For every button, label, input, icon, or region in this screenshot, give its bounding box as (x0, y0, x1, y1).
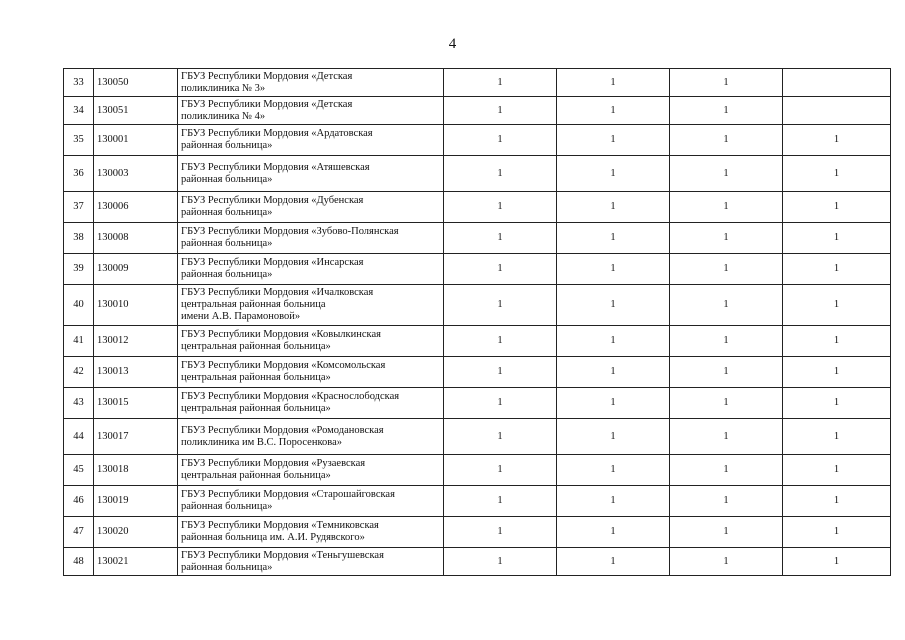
indicator-cell-2: 1 (557, 388, 670, 419)
indicator-cell-1: 1 (444, 357, 557, 388)
indicator-cell-2: 1 (557, 419, 670, 455)
organization-code: 130020 (94, 517, 178, 548)
indicator-cell-1: 1 (444, 285, 557, 326)
organization-name (178, 517, 444, 548)
organization-name (178, 254, 444, 285)
indicator-cell-3: 1 (670, 326, 783, 357)
indicator-cell-4: 1 (783, 125, 891, 156)
page-number: 4 (448, 36, 457, 52)
organization-name-line: центральная районная больница» (181, 341, 331, 352)
organization-code: 130015 (94, 388, 178, 419)
row-number: 48 (64, 548, 94, 576)
organization-name-line: ГБУЗ Республики Мордовия «Комсомольская (181, 360, 386, 371)
indicator-cell-1: 1 (444, 125, 557, 156)
table-row (64, 192, 891, 223)
organization-name-line: имени А.В. Парамоновой» (181, 311, 301, 322)
organization-code: 130010 (94, 285, 178, 326)
row-number: 36 (64, 156, 94, 192)
organization-name (178, 548, 444, 576)
indicator-cell-2: 1 (557, 223, 670, 254)
indicator-cell-3: 1 (670, 455, 783, 486)
organization-name-line: центральная районная больница» (181, 372, 331, 383)
indicator-cell-1: 1 (444, 548, 557, 576)
indicator-cell-4: 1 (783, 254, 891, 285)
indicator-cell-1: 1 (444, 223, 557, 254)
indicator-cell-1: 1 (444, 254, 557, 285)
indicator-cell-2: 1 (557, 285, 670, 326)
organization-code: 130003 (94, 156, 178, 192)
indicator-cell-4: 1 (783, 357, 891, 388)
indicator-cell-3: 1 (670, 69, 783, 97)
indicator-cell-2: 1 (557, 192, 670, 223)
indicator-cell-2: 1 (557, 97, 670, 125)
organization-name-line: поликлиника № 3» (181, 82, 266, 94)
table-row (64, 326, 891, 357)
organization-name-line: центральная районная больница» (181, 403, 331, 414)
organization-name-line: ГБУЗ Республики Мордовия «Ичалковская (181, 287, 374, 298)
indicator-cell-3: 1 (670, 156, 783, 192)
organization-name-line: ГБУЗ Республики Мордовия «Инсарская (181, 257, 364, 268)
indicator-cell-3: 1 (670, 97, 783, 125)
organization-code: 130021 (94, 548, 178, 576)
organization-name (178, 97, 444, 125)
row-number: 44 (64, 419, 94, 455)
organization-name-line: поликлиника № 4» (181, 110, 266, 122)
indicator-cell-1: 1 (444, 388, 557, 419)
organization-name-line: ГБУЗ Республики Мордовия «Ромодановская (181, 424, 384, 436)
organization-name (178, 388, 444, 419)
organization-code: 130012 (94, 326, 178, 357)
indicator-cell-2: 1 (557, 125, 670, 156)
organization-name-line: районная больница им. А.И. Рудявского» (181, 532, 365, 543)
organization-name-line: районная больница» (181, 173, 273, 185)
table-row (64, 548, 891, 576)
indicator-cell-2: 1 (557, 357, 670, 388)
organization-name (178, 223, 444, 254)
table-row (64, 223, 891, 254)
indicator-cell-3: 1 (670, 548, 783, 576)
row-number: 39 (64, 254, 94, 285)
indicator-cell-2: 1 (557, 455, 670, 486)
organization-name (178, 486, 444, 517)
indicator-cell-3: 1 (670, 388, 783, 419)
indicator-cell-1: 1 (444, 192, 557, 223)
organization-name (178, 326, 444, 357)
organization-name-line: ГБУЗ Республики Мордовия «Детская (181, 70, 353, 82)
organization-name (178, 285, 444, 326)
organization-name-line: поликлиника им В.С. Поросенкова» (181, 436, 342, 448)
indicator-cell-4: 1 (783, 517, 891, 548)
indicator-cell-1: 1 (444, 97, 557, 125)
indicator-cell-3: 1 (670, 254, 783, 285)
table-row (64, 455, 891, 486)
indicator-cell-2: 1 (557, 326, 670, 357)
indicator-cell-2: 1 (557, 517, 670, 548)
indicator-cell-1: 1 (444, 419, 557, 455)
organization-code: 130006 (94, 192, 178, 223)
hospital-table (63, 68, 891, 576)
organization-code: 130009 (94, 254, 178, 285)
indicator-cell-1: 1 (444, 455, 557, 486)
organization-name-line: центральная районная больница (181, 299, 326, 310)
indicator-cell-3: 1 (670, 357, 783, 388)
organization-name-line: ГБУЗ Республики Мордовия «Краснослободская (181, 391, 400, 402)
organization-name-line: районная больница» (181, 561, 273, 573)
organization-name-line: ГБУЗ Республики Мордовия «Ардатовская (181, 128, 373, 139)
organization-code: 130008 (94, 223, 178, 254)
organization-code: 130018 (94, 455, 178, 486)
organization-name-line: районная больница» (181, 207, 273, 218)
indicator-cell-1: 1 (444, 486, 557, 517)
indicator-cell-4 (783, 69, 891, 97)
row-number: 42 (64, 357, 94, 388)
indicator-cell-3: 1 (670, 517, 783, 548)
row-number: 37 (64, 192, 94, 223)
organization-name (178, 156, 444, 192)
indicator-cell-1: 1 (444, 326, 557, 357)
indicator-cell-4: 1 (783, 388, 891, 419)
indicator-cell-3: 1 (670, 125, 783, 156)
row-number: 38 (64, 223, 94, 254)
indicator-cell-3: 1 (670, 486, 783, 517)
organization-name-line: районная больница» (181, 269, 273, 280)
table-row (64, 419, 891, 455)
indicator-cell-2: 1 (557, 254, 670, 285)
table-row (64, 156, 891, 192)
organization-name-line: ГБУЗ Республики Мордовия «Теньгушевская (181, 549, 384, 561)
organization-name-line: ГБУЗ Республики Мордовия «Темниковская (181, 520, 379, 531)
organization-code: 130019 (94, 486, 178, 517)
table-row (64, 285, 891, 326)
organization-name-line: центральная районная больница» (181, 470, 331, 481)
table-row (64, 388, 891, 419)
indicator-cell-4: 1 (783, 326, 891, 357)
organization-name-line: ГБУЗ Республики Мордовия «Детская (181, 98, 353, 110)
organization-name-line: ГБУЗ Республики Мордовия «Рузаевская (181, 458, 366, 469)
indicator-cell-3: 1 (670, 419, 783, 455)
row-number: 35 (64, 125, 94, 156)
table-row (64, 486, 891, 517)
indicator-cell-2: 1 (557, 548, 670, 576)
indicator-cell-2: 1 (557, 69, 670, 97)
organization-name-line: ГБУЗ Республики Мордовия «Зубово-Полянская (181, 226, 399, 237)
organization-code: 130017 (94, 419, 178, 455)
indicator-cell-4: 1 (783, 419, 891, 455)
table-row (64, 357, 891, 388)
indicator-cell-3: 1 (670, 285, 783, 326)
row-number: 45 (64, 455, 94, 486)
organization-name-line: районная больница» (181, 238, 273, 249)
table-row (64, 254, 891, 285)
organization-name-line: районная больница» (181, 501, 273, 512)
row-number: 33 (64, 69, 94, 97)
indicator-cell-4: 1 (783, 192, 891, 223)
organization-name (178, 419, 444, 455)
indicator-cell-4: 1 (783, 223, 891, 254)
indicator-cell-2: 1 (557, 486, 670, 517)
organization-name-line: районная больница» (181, 140, 273, 151)
organization-name-line: ГБУЗ Республики Мордовия «Дубенская (181, 195, 364, 206)
organization-name-line: ГБУЗ Республики Мордовия «Ковылкинская (181, 329, 381, 340)
indicator-cell-3: 1 (670, 223, 783, 254)
row-number: 46 (64, 486, 94, 517)
indicator-cell-1: 1 (444, 69, 557, 97)
organization-name-line: ГБУЗ Республики Мордовия «Старошайговская (181, 489, 395, 500)
organization-name (178, 125, 444, 156)
indicator-cell-4: 1 (783, 455, 891, 486)
indicator-cell-4: 1 (783, 156, 891, 192)
table-row (64, 125, 891, 156)
indicator-cell-1: 1 (444, 517, 557, 548)
organization-name (178, 192, 444, 223)
organization-name (178, 455, 444, 486)
indicator-cell-2: 1 (557, 156, 670, 192)
table-row (64, 517, 891, 548)
organization-code: 130001 (94, 125, 178, 156)
indicator-cell-3: 1 (670, 192, 783, 223)
table-row (64, 97, 891, 125)
organization-code: 130050 (94, 69, 178, 97)
indicator-cell-4: 1 (783, 486, 891, 517)
organization-code: 130051 (94, 97, 178, 125)
indicator-cell-1: 1 (444, 156, 557, 192)
table-row (64, 69, 891, 97)
row-number: 34 (64, 97, 94, 125)
organization-name (178, 357, 444, 388)
organization-name (178, 69, 444, 97)
row-number: 40 (64, 285, 94, 326)
indicator-cell-4: 1 (783, 548, 891, 576)
row-number: 47 (64, 517, 94, 548)
row-number: 41 (64, 326, 94, 357)
organization-name-line: ГБУЗ Республики Мордовия «Атяшевская (181, 161, 370, 173)
organization-code: 130013 (94, 357, 178, 388)
indicator-cell-4 (783, 97, 891, 125)
indicator-cell-4: 1 (783, 285, 891, 326)
row-number: 43 (64, 388, 94, 419)
